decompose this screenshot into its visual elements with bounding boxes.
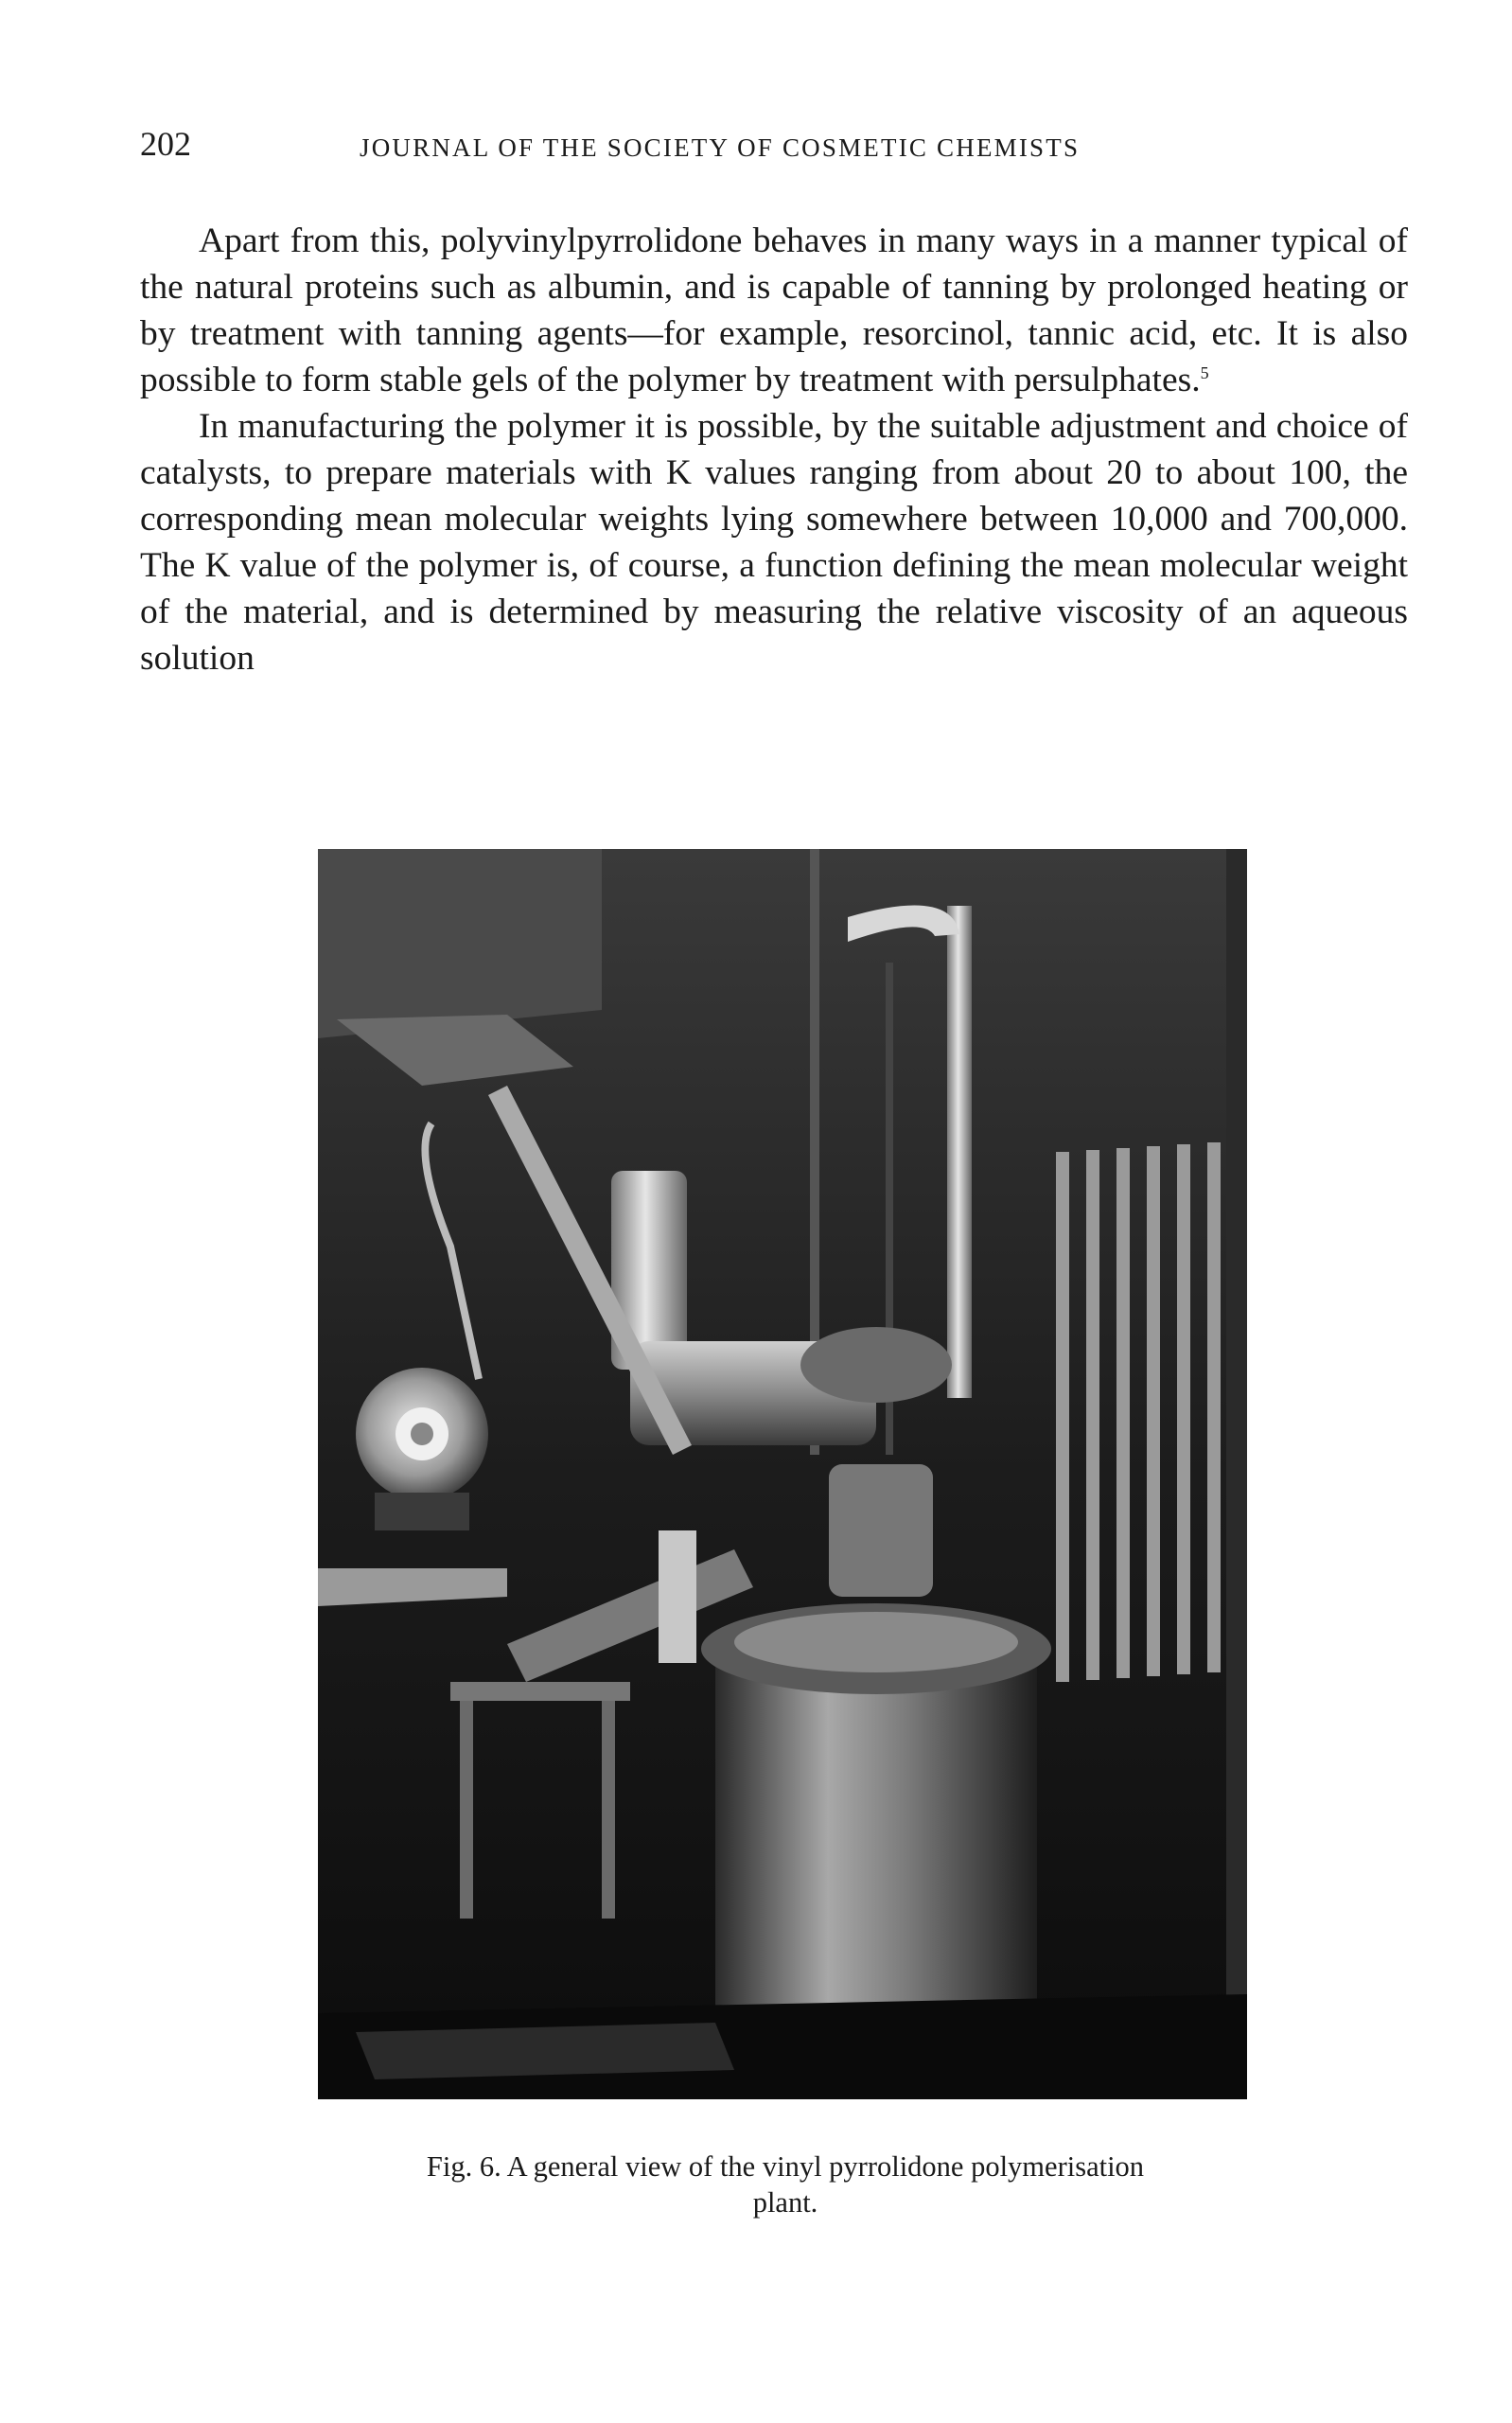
caption-line: Fig. 6. A general view of the vinyl pyrrolidone polymerisation [426, 2150, 1145, 2183]
body-text [140, 218, 1408, 681]
paragraph: In manufacturing the polymer it is possible, by the suitable adjustment and choice of catalysts, to prepare materials with K values ranging from about 20 to about 100, the corresponding mean molecular weights lying somewhere between 10,000 and 700,000. The K value of the polymer is, of course, a function defining the mean molecular weight of the material, and is determined by measuring the relative viscosity of an aqueous solution [140, 407, 1408, 678]
figure-photo [318, 849, 1247, 2099]
paragraph [140, 218, 1408, 403]
paragraph-text: Apart from this, polyvinylpyrrolidone behaves in many ways in a manner typical of the natural proteins such as albumin, and is capable of tanning by prolonged heating or by treatment with tanning agents—for example, resorcinol, tannic acid, etc. It is also possible to form stable gels of the polymer by treatment with persulphates. [140, 221, 1408, 399]
caption-line: plant. [752, 2186, 818, 2219]
reference-superscript: 5 [1200, 363, 1209, 382]
polymerisation-plant-photo [318, 849, 1247, 2099]
page-number: 202 [140, 125, 191, 163]
running-head: JOURNAL OF THE SOCIETY OF COSMETIC CHEMISTS [360, 133, 1081, 162]
figure-caption [322, 2149, 1249, 2220]
